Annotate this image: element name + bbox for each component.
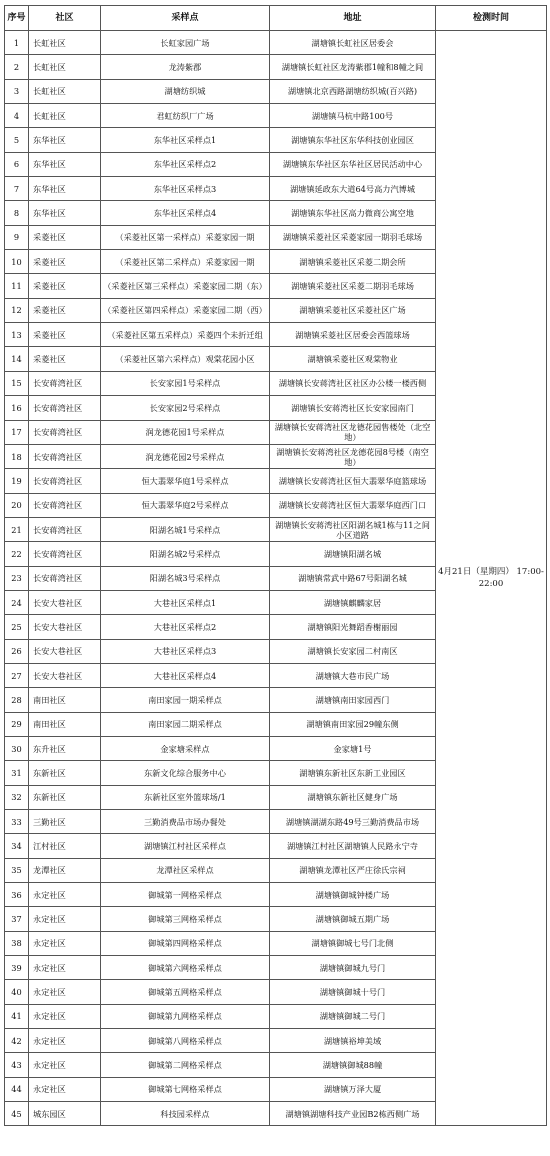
row-site: 东新文化综合服务中心 xyxy=(101,761,270,785)
row-number: 8 xyxy=(5,201,29,225)
row-address: 湖塘镇南田家园西门 xyxy=(270,688,436,712)
row-address: 湖塘镇御城钟楼广场 xyxy=(270,883,436,907)
row-address: 湖塘镇马杭中路100号 xyxy=(270,104,436,128)
row-address: 湖塘镇御城七号门北侧 xyxy=(270,931,436,955)
row-address: 湖塘镇龙潭社区严庄徐氏宗祠 xyxy=(270,858,436,882)
row-number: 29 xyxy=(5,712,29,736)
row-community: 永定社区 xyxy=(29,907,101,931)
row-number: 6 xyxy=(5,152,29,176)
row-address: 湖塘镇阳湖名城 xyxy=(270,542,436,566)
row-address: 湖塘镇御城88幢 xyxy=(270,1053,436,1077)
row-number: 25 xyxy=(5,615,29,639)
row-site: 御城第六网格采样点 xyxy=(101,956,270,980)
row-community: 采菱社区 xyxy=(29,298,101,322)
row-community: 长虹社区 xyxy=(29,55,101,79)
row-address: 湖塘镇东新社区健身广场 xyxy=(270,785,436,809)
row-community: 采菱社区 xyxy=(29,274,101,298)
row-site: 东华社区采样点1 xyxy=(101,128,270,152)
row-address: 湖塘镇东新社区东新工业园区 xyxy=(270,761,436,785)
table-body xyxy=(5,31,547,1126)
row-number: 27 xyxy=(5,663,29,687)
row-community: 永定社区 xyxy=(29,980,101,1004)
row-community: 长虹社区 xyxy=(29,104,101,128)
row-community: 长安蒋湾社区 xyxy=(29,542,101,566)
row-address: 湖塘镇湖塘科技产业园B2栋西侧广场 xyxy=(270,1102,436,1126)
table-header-row xyxy=(5,6,547,31)
row-number: 12 xyxy=(5,298,29,322)
row-number: 2 xyxy=(5,55,29,79)
table-row xyxy=(5,31,547,55)
row-community: 长虹社区 xyxy=(29,31,101,55)
row-address: 金家塘1号 xyxy=(270,736,436,760)
row-address: 湖塘镇采菱社区采菱社区广场 xyxy=(270,298,436,322)
row-number: 42 xyxy=(5,1029,29,1053)
row-site: 南田家园一期采样点 xyxy=(101,688,270,712)
row-number: 28 xyxy=(5,688,29,712)
row-site: 阳湖名城2号采样点 xyxy=(101,542,270,566)
row-address: 湖塘镇长安蒋湾社区恒大翡翠华庭篮球场 xyxy=(270,469,436,493)
row-site: 御城第五网格采样点 xyxy=(101,980,270,1004)
row-address: 湖塘镇常武中路67号阳湖名城 xyxy=(270,566,436,590)
row-address: 湖塘镇长安蒋湾社区龙德花园售楼处（北空地） xyxy=(270,420,436,444)
row-site: 东华社区采样点2 xyxy=(101,152,270,176)
row-community: 永定社区 xyxy=(29,1053,101,1077)
row-site: （采菱社区第三采样点）采菱家园二期（东） xyxy=(101,274,270,298)
row-address: 湖塘镇大巷市民广场 xyxy=(270,663,436,687)
row-address: 湖塘镇万泽大厦 xyxy=(270,1077,436,1101)
row-site: 大巷社区采样点2 xyxy=(101,615,270,639)
row-site: 恒大翡翠华庭2号采样点 xyxy=(101,493,270,517)
row-address: 湖塘镇御城九号门 xyxy=(270,956,436,980)
row-number: 14 xyxy=(5,347,29,371)
row-number: 4 xyxy=(5,104,29,128)
row-community: 长安蒋湾社区 xyxy=(29,469,101,493)
row-community: 城东园区 xyxy=(29,1102,101,1126)
row-site: 湖塘纺织城 xyxy=(101,79,270,103)
row-site: 御城第三网格采样点 xyxy=(101,907,270,931)
row-address: 湖塘镇长安蒋湾社区长安家园南门 xyxy=(270,396,436,420)
row-community: 东华社区 xyxy=(29,177,101,201)
row-community: 长安蒋湾社区 xyxy=(29,517,101,541)
row-site: 御城第一网格采样点 xyxy=(101,883,270,907)
row-community: 南田社区 xyxy=(29,688,101,712)
row-number: 32 xyxy=(5,785,29,809)
row-community: 永定社区 xyxy=(29,931,101,955)
row-number: 7 xyxy=(5,177,29,201)
row-community: 采菱社区 xyxy=(29,323,101,347)
row-community: 东新社区 xyxy=(29,761,101,785)
row-site: 东华社区采样点3 xyxy=(101,177,270,201)
row-number: 44 xyxy=(5,1077,29,1101)
row-address: 湖塘镇南田家园29幢东侧 xyxy=(270,712,436,736)
row-number: 5 xyxy=(5,128,29,152)
row-site: 润龙德花园1号采样点 xyxy=(101,420,270,444)
row-number: 39 xyxy=(5,956,29,980)
row-address: 湖塘镇采菱社区观棠物业 xyxy=(270,347,436,371)
header-site: 采样点 xyxy=(101,6,270,31)
row-address: 湖塘镇长安蒋湾社区阳湖名城1栋与11之间小区道路 xyxy=(270,517,436,541)
row-address: 湖塘镇长虹社区龙涛紫郡1幢和8幢之间 xyxy=(270,55,436,79)
row-address: 湖塘镇采菱社区采菱家园一期羽毛球场 xyxy=(270,225,436,249)
row-site: （采菱社区第五采样点）采菱四个未折迁组 xyxy=(101,323,270,347)
row-address: 湖塘镇江村社区湖塘镇人民路永宁寺 xyxy=(270,834,436,858)
row-community: 长安蒋湾社区 xyxy=(29,493,101,517)
row-address: 湖塘镇长安蒋湾社区恒大翡翠华庭西门口 xyxy=(270,493,436,517)
row-number: 40 xyxy=(5,980,29,1004)
row-community: 长安大巷社区 xyxy=(29,615,101,639)
row-address: 湖塘镇延政东大道64号高力汽博城 xyxy=(270,177,436,201)
header-time: 检测时间 xyxy=(436,6,547,31)
row-address: 湖塘镇御城十号门 xyxy=(270,980,436,1004)
row-address: 湖塘镇东华社区高力微商公寓空地 xyxy=(270,201,436,225)
row-number: 35 xyxy=(5,858,29,882)
header-address: 地址 xyxy=(270,6,436,31)
row-number: 21 xyxy=(5,517,29,541)
row-community: 长安大巷社区 xyxy=(29,590,101,614)
row-site: 长虹家园广场 xyxy=(101,31,270,55)
row-number: 19 xyxy=(5,469,29,493)
row-community: 南田社区 xyxy=(29,712,101,736)
row-number: 23 xyxy=(5,566,29,590)
row-address: 湖塘镇御城二号门 xyxy=(270,1004,436,1028)
row-site: 御城第二网格采样点 xyxy=(101,1053,270,1077)
row-address: 湖塘镇裕坤美域 xyxy=(270,1029,436,1053)
header-no: 序号 xyxy=(5,6,29,31)
row-site: 君虹纺织厂广场 xyxy=(101,104,270,128)
row-site: （采菱社区第二采样点）采菱家园一期 xyxy=(101,250,270,274)
row-site: 御城第四网格采样点 xyxy=(101,931,270,955)
header-community: 社区 xyxy=(29,6,101,31)
row-number: 38 xyxy=(5,931,29,955)
row-site: 金家塘采样点 xyxy=(101,736,270,760)
row-number: 43 xyxy=(5,1053,29,1077)
row-number: 31 xyxy=(5,761,29,785)
row-community: 永定社区 xyxy=(29,956,101,980)
row-number: 11 xyxy=(5,274,29,298)
row-number: 34 xyxy=(5,834,29,858)
row-site: （采菱社区第四采样点）采菱家园二期（西） xyxy=(101,298,270,322)
row-address: 湖塘镇北京西路湖塘纺织城(百兴路) xyxy=(270,79,436,103)
row-number: 26 xyxy=(5,639,29,663)
row-site: 阳湖名城1号采样点 xyxy=(101,517,270,541)
row-community: 长安蒋湾社区 xyxy=(29,420,101,444)
row-site: 大巷社区采样点1 xyxy=(101,590,270,614)
row-community: 长安大巷社区 xyxy=(29,639,101,663)
row-community: 东华社区 xyxy=(29,152,101,176)
row-site: 三勤消费品市场办餐处 xyxy=(101,810,270,834)
row-number: 22 xyxy=(5,542,29,566)
row-community: 东新社区 xyxy=(29,785,101,809)
row-site: 东新社区室外篮球场/1 xyxy=(101,785,270,809)
row-number: 33 xyxy=(5,810,29,834)
row-address: 湖塘镇湖湖东路49号三勤消费品市场 xyxy=(270,810,436,834)
row-community: 三勤社区 xyxy=(29,810,101,834)
row-community: 永定社区 xyxy=(29,883,101,907)
row-site: 大巷社区采样点3 xyxy=(101,639,270,663)
row-community: 长安蒋湾社区 xyxy=(29,566,101,590)
row-community: 长虹社区 xyxy=(29,79,101,103)
row-site: 南田家园二期采样点 xyxy=(101,712,270,736)
row-number: 3 xyxy=(5,79,29,103)
row-site: 长安家园1号采样点 xyxy=(101,371,270,395)
row-site: 御城第七网格采样点 xyxy=(101,1077,270,1101)
row-site: 湖塘镇江村社区采样点 xyxy=(101,834,270,858)
row-address: 湖塘镇长安蒋湾社区社区办公楼一楼西侧 xyxy=(270,371,436,395)
row-number: 45 xyxy=(5,1102,29,1126)
row-address: 湖塘镇御城五期广场 xyxy=(270,907,436,931)
row-site: 龙涛紫郡 xyxy=(101,55,270,79)
row-community: 东华社区 xyxy=(29,128,101,152)
row-community: 长安蒋湾社区 xyxy=(29,444,101,468)
row-site: 长安家园2号采样点 xyxy=(101,396,270,420)
row-site: 大巷社区采样点4 xyxy=(101,663,270,687)
row-site: （采菱社区第一采样点）采菱家园一期 xyxy=(101,225,270,249)
row-number: 15 xyxy=(5,371,29,395)
row-community: 长安大巷社区 xyxy=(29,663,101,687)
row-site: 龙潭社区采样点 xyxy=(101,858,270,882)
row-site: （采菱社区第六采样点）观棠花园小区 xyxy=(101,347,270,371)
row-number: 16 xyxy=(5,396,29,420)
row-number: 18 xyxy=(5,444,29,468)
row-community: 江村社区 xyxy=(29,834,101,858)
row-site: 御城第九网格采样点 xyxy=(101,1004,270,1028)
row-number: 10 xyxy=(5,250,29,274)
row-number: 36 xyxy=(5,883,29,907)
row-address: 湖塘镇麒麟家居 xyxy=(270,590,436,614)
row-address: 湖塘镇长安蒋湾社区龙德花园8号楼（南空地） xyxy=(270,444,436,468)
row-number: 17 xyxy=(5,420,29,444)
row-site: 阳湖名城3号采样点 xyxy=(101,566,270,590)
sampling-sites-table xyxy=(4,5,547,1126)
row-address: 湖塘镇长虹社区居委会 xyxy=(270,31,436,55)
row-community: 东升社区 xyxy=(29,736,101,760)
row-address: 湖塘镇采菱社区居委会西篮球场 xyxy=(270,323,436,347)
row-number: 9 xyxy=(5,225,29,249)
row-community: 东华社区 xyxy=(29,201,101,225)
row-community: 永定社区 xyxy=(29,1077,101,1101)
row-community: 永定社区 xyxy=(29,1029,101,1053)
row-number: 20 xyxy=(5,493,29,517)
row-number: 37 xyxy=(5,907,29,931)
row-site: 御城第八网格采样点 xyxy=(101,1029,270,1053)
row-address: 湖塘镇采菱社区采菱二期会所 xyxy=(270,250,436,274)
row-number: 1 xyxy=(5,31,29,55)
row-site: 科技园采样点 xyxy=(101,1102,270,1126)
row-address: 湖塘镇阳光舞蹈香榭丽园 xyxy=(270,615,436,639)
row-address: 湖塘镇东华社区东华科技创业园区 xyxy=(270,128,436,152)
row-number: 30 xyxy=(5,736,29,760)
row-address: 湖塘镇长安家园二村南区 xyxy=(270,639,436,663)
row-community: 采菱社区 xyxy=(29,347,101,371)
row-address: 湖塘镇采菱社区采菱二期羽毛球场 xyxy=(270,274,436,298)
row-site: 润龙德花园2号采样点 xyxy=(101,444,270,468)
row-site: 东华社区采样点4 xyxy=(101,201,270,225)
row-number: 41 xyxy=(5,1004,29,1028)
row-community: 永定社区 xyxy=(29,1004,101,1028)
row-address: 湖塘镇东华社区东华社区居民活动中心 xyxy=(270,152,436,176)
row-community: 龙潭社区 xyxy=(29,858,101,882)
detection-time: 4月21日（星期四） 17:00-22:00 xyxy=(436,31,547,1126)
row-site: 恒大翡翠华庭1号采样点 xyxy=(101,469,270,493)
row-community: 长安蒋湾社区 xyxy=(29,371,101,395)
row-community: 采菱社区 xyxy=(29,250,101,274)
row-community: 长安蒋湾社区 xyxy=(29,396,101,420)
row-number: 24 xyxy=(5,590,29,614)
row-number: 13 xyxy=(5,323,29,347)
row-community: 采菱社区 xyxy=(29,225,101,249)
